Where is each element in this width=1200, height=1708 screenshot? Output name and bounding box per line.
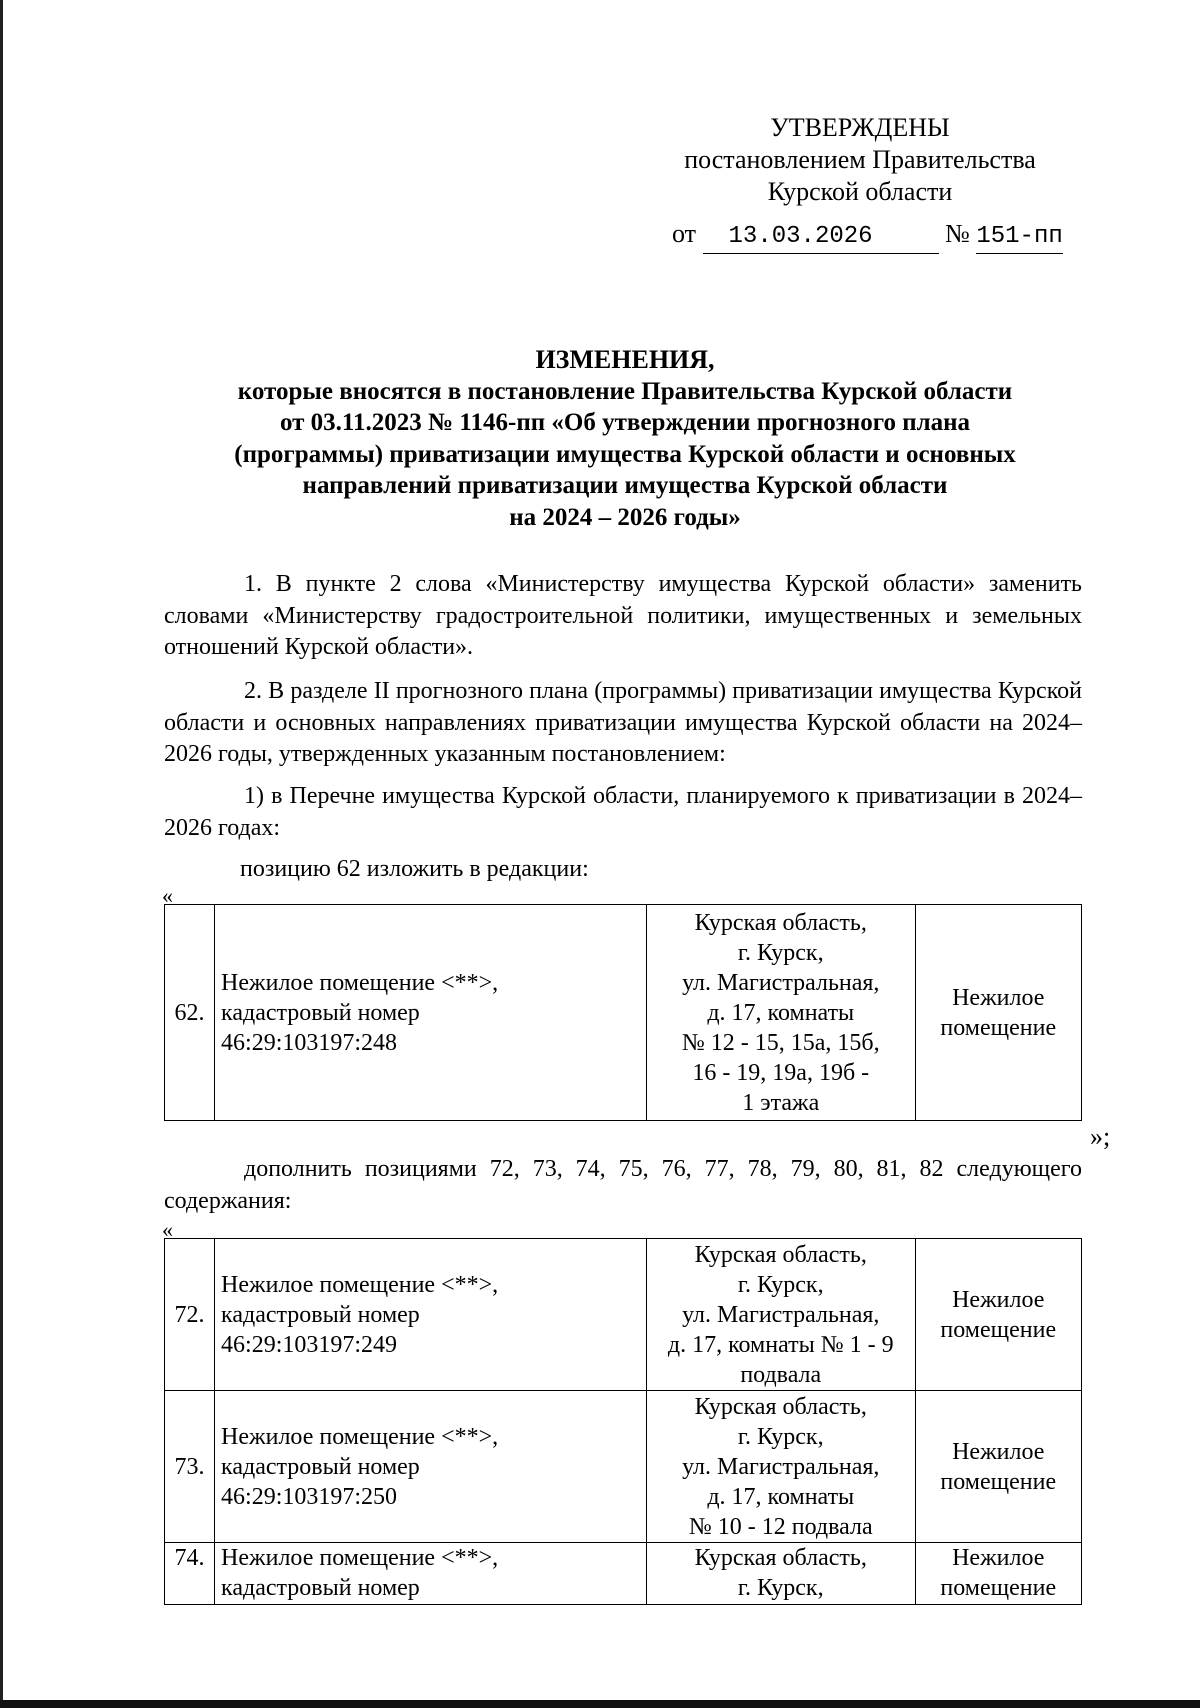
approval-line-2: постановлением Правительства <box>684 145 1036 174</box>
name-line: кадастровый номер <box>221 1301 420 1328</box>
scan-bottom-edge <box>0 1700 1200 1708</box>
row-address <box>646 1239 915 1391</box>
paragraph-3: 1) в Перечне имущества Курской области, планируемого к приватизации в 2024–2026 годах: <box>164 783 1082 841</box>
approval-block <box>650 112 1070 208</box>
address-line: ул. Магистральная, <box>682 969 880 996</box>
address-line: подвала <box>740 1361 822 1388</box>
address-line: д. 17, комнаты № 1 - 9 <box>667 1331 894 1358</box>
name-line: Нежилое помещение <**>, <box>221 1423 499 1450</box>
row-address <box>646 905 915 1121</box>
row-address <box>646 1391 915 1543</box>
row-number: 74. <box>165 1543 215 1605</box>
type-line: Нежилое <box>952 1286 1045 1313</box>
row-type <box>915 1239 1081 1391</box>
address-line: г. Курск, <box>737 1575 824 1601</box>
address-line: № 12 - 15, 15а, 15б, <box>681 1029 880 1056</box>
type-line: помещение <box>940 1575 1057 1601</box>
paragraph-5: дополнить позициями 72, 73, 74, 75, 76, 77, 78, 79, 80, 81, 82 следующего содержания: <box>164 1156 1082 1214</box>
scan-left-edge <box>0 0 3 1708</box>
heading-line: (программы) приватизации имущества Курской области и основных <box>234 440 1016 468</box>
heading-line: которые вносятся в постановление Правительства Курской области <box>237 377 1013 405</box>
positions-table-1 <box>164 904 1082 1121</box>
type-line: Нежилое <box>952 984 1045 1011</box>
table-row <box>165 1391 1082 1543</box>
heading-line: на 2024 – 2026 годы» <box>509 503 741 531</box>
approval-number: 151-пп <box>976 221 1062 254</box>
name-line: Нежилое помещение <**>, <box>221 969 499 996</box>
close-quote: »; <box>1090 1122 1111 1151</box>
type-line: помещение <box>940 1316 1057 1343</box>
address-line: 1 этажа <box>742 1089 820 1116</box>
type-line: Нежилое <box>952 1438 1045 1465</box>
heading-line: от 03.11.2023 № 1146-пп «Об утверждении прогнозного плана <box>279 409 971 436</box>
paragraph-2: 2. В разделе II прогнозного плана (программы) приватизации имущества Курской области и основных направлениях приватизации имущества Курской области на 2024–2026 годы, утвержденных указанным постановлением: <box>164 678 1082 767</box>
address-line: д. 17, комнаты <box>707 1483 855 1510</box>
document-heading <box>150 344 1100 533</box>
row-name <box>215 1543 647 1605</box>
name-line: Нежилое помещение <**>, <box>221 1271 499 1298</box>
row-name <box>215 1391 647 1543</box>
row-type <box>915 1391 1081 1543</box>
open-quote: « <box>162 883 173 908</box>
address-line: г. Курск, <box>737 1271 824 1298</box>
address-line: 16 - 19, 19а, 19б - <box>692 1059 870 1086</box>
type-line: помещение <box>940 1468 1057 1495</box>
address-line: ул. Магистральная, <box>682 1453 880 1480</box>
heading-line: направлений приватизации имущества Курской области <box>302 472 948 499</box>
paragraph-1: 1. В пункте 2 слова «Министерству имущества Курской области» заменить словами «Министерству градостроительной политики, имущественных и земельных отношений Курской области». <box>164 571 1082 660</box>
name-line: 46:29:103197:249 <box>221 1331 398 1358</box>
address-line: Курская область, <box>694 909 867 936</box>
row-name <box>215 905 647 1121</box>
row-name <box>215 1239 647 1391</box>
address-line: Курская область, <box>694 1241 867 1268</box>
table-row <box>165 905 1082 1121</box>
address-line: ул. Магистральная, <box>682 1301 880 1328</box>
row-number: 72. <box>165 1239 215 1391</box>
number-prefix: № <box>945 219 970 248</box>
address-line: д. 17, комнаты <box>707 999 855 1026</box>
approval-title: УТВЕРЖДЕНЫ <box>770 113 950 142</box>
type-line: помещение <box>940 1014 1057 1041</box>
paragraph-4: позицию 62 изложить в редакции: <box>240 856 589 882</box>
row-number: 62. <box>165 905 215 1121</box>
name-line: Нежилое помещение <**>, <box>221 1545 499 1571</box>
open-quote: « <box>162 1217 173 1242</box>
type-line: Нежилое <box>952 1545 1045 1571</box>
row-address <box>646 1543 915 1605</box>
address-line: г. Курск, <box>737 939 824 966</box>
approval-date: 13.03.2026 <box>703 221 939 254</box>
approval-date-row <box>672 218 1063 254</box>
date-prefix: от <box>672 219 697 248</box>
name-line: кадастровый номер <box>221 1453 420 1480</box>
name-line: кадастровый номер <box>221 999 420 1026</box>
row-number: 73. <box>165 1391 215 1543</box>
row-type <box>915 1543 1081 1605</box>
table-row <box>165 1543 1082 1605</box>
address-line: № 10 - 12 подвала <box>688 1513 873 1540</box>
approval-line-3: Курской области <box>767 177 953 206</box>
table-row <box>165 1239 1082 1391</box>
positions-table-2 <box>164 1238 1082 1605</box>
name-line: кадастровый номер <box>221 1575 420 1601</box>
name-line: 46:29:103197:248 <box>221 1029 398 1056</box>
row-type <box>915 905 1081 1121</box>
heading-main: ИЗМЕНЕНИЯ, <box>535 345 715 374</box>
address-line: г. Курск, <box>737 1423 824 1450</box>
address-line: Курская область, <box>694 1393 867 1420</box>
name-line: 46:29:103197:250 <box>221 1483 398 1510</box>
address-line: Курская область, <box>694 1545 867 1571</box>
